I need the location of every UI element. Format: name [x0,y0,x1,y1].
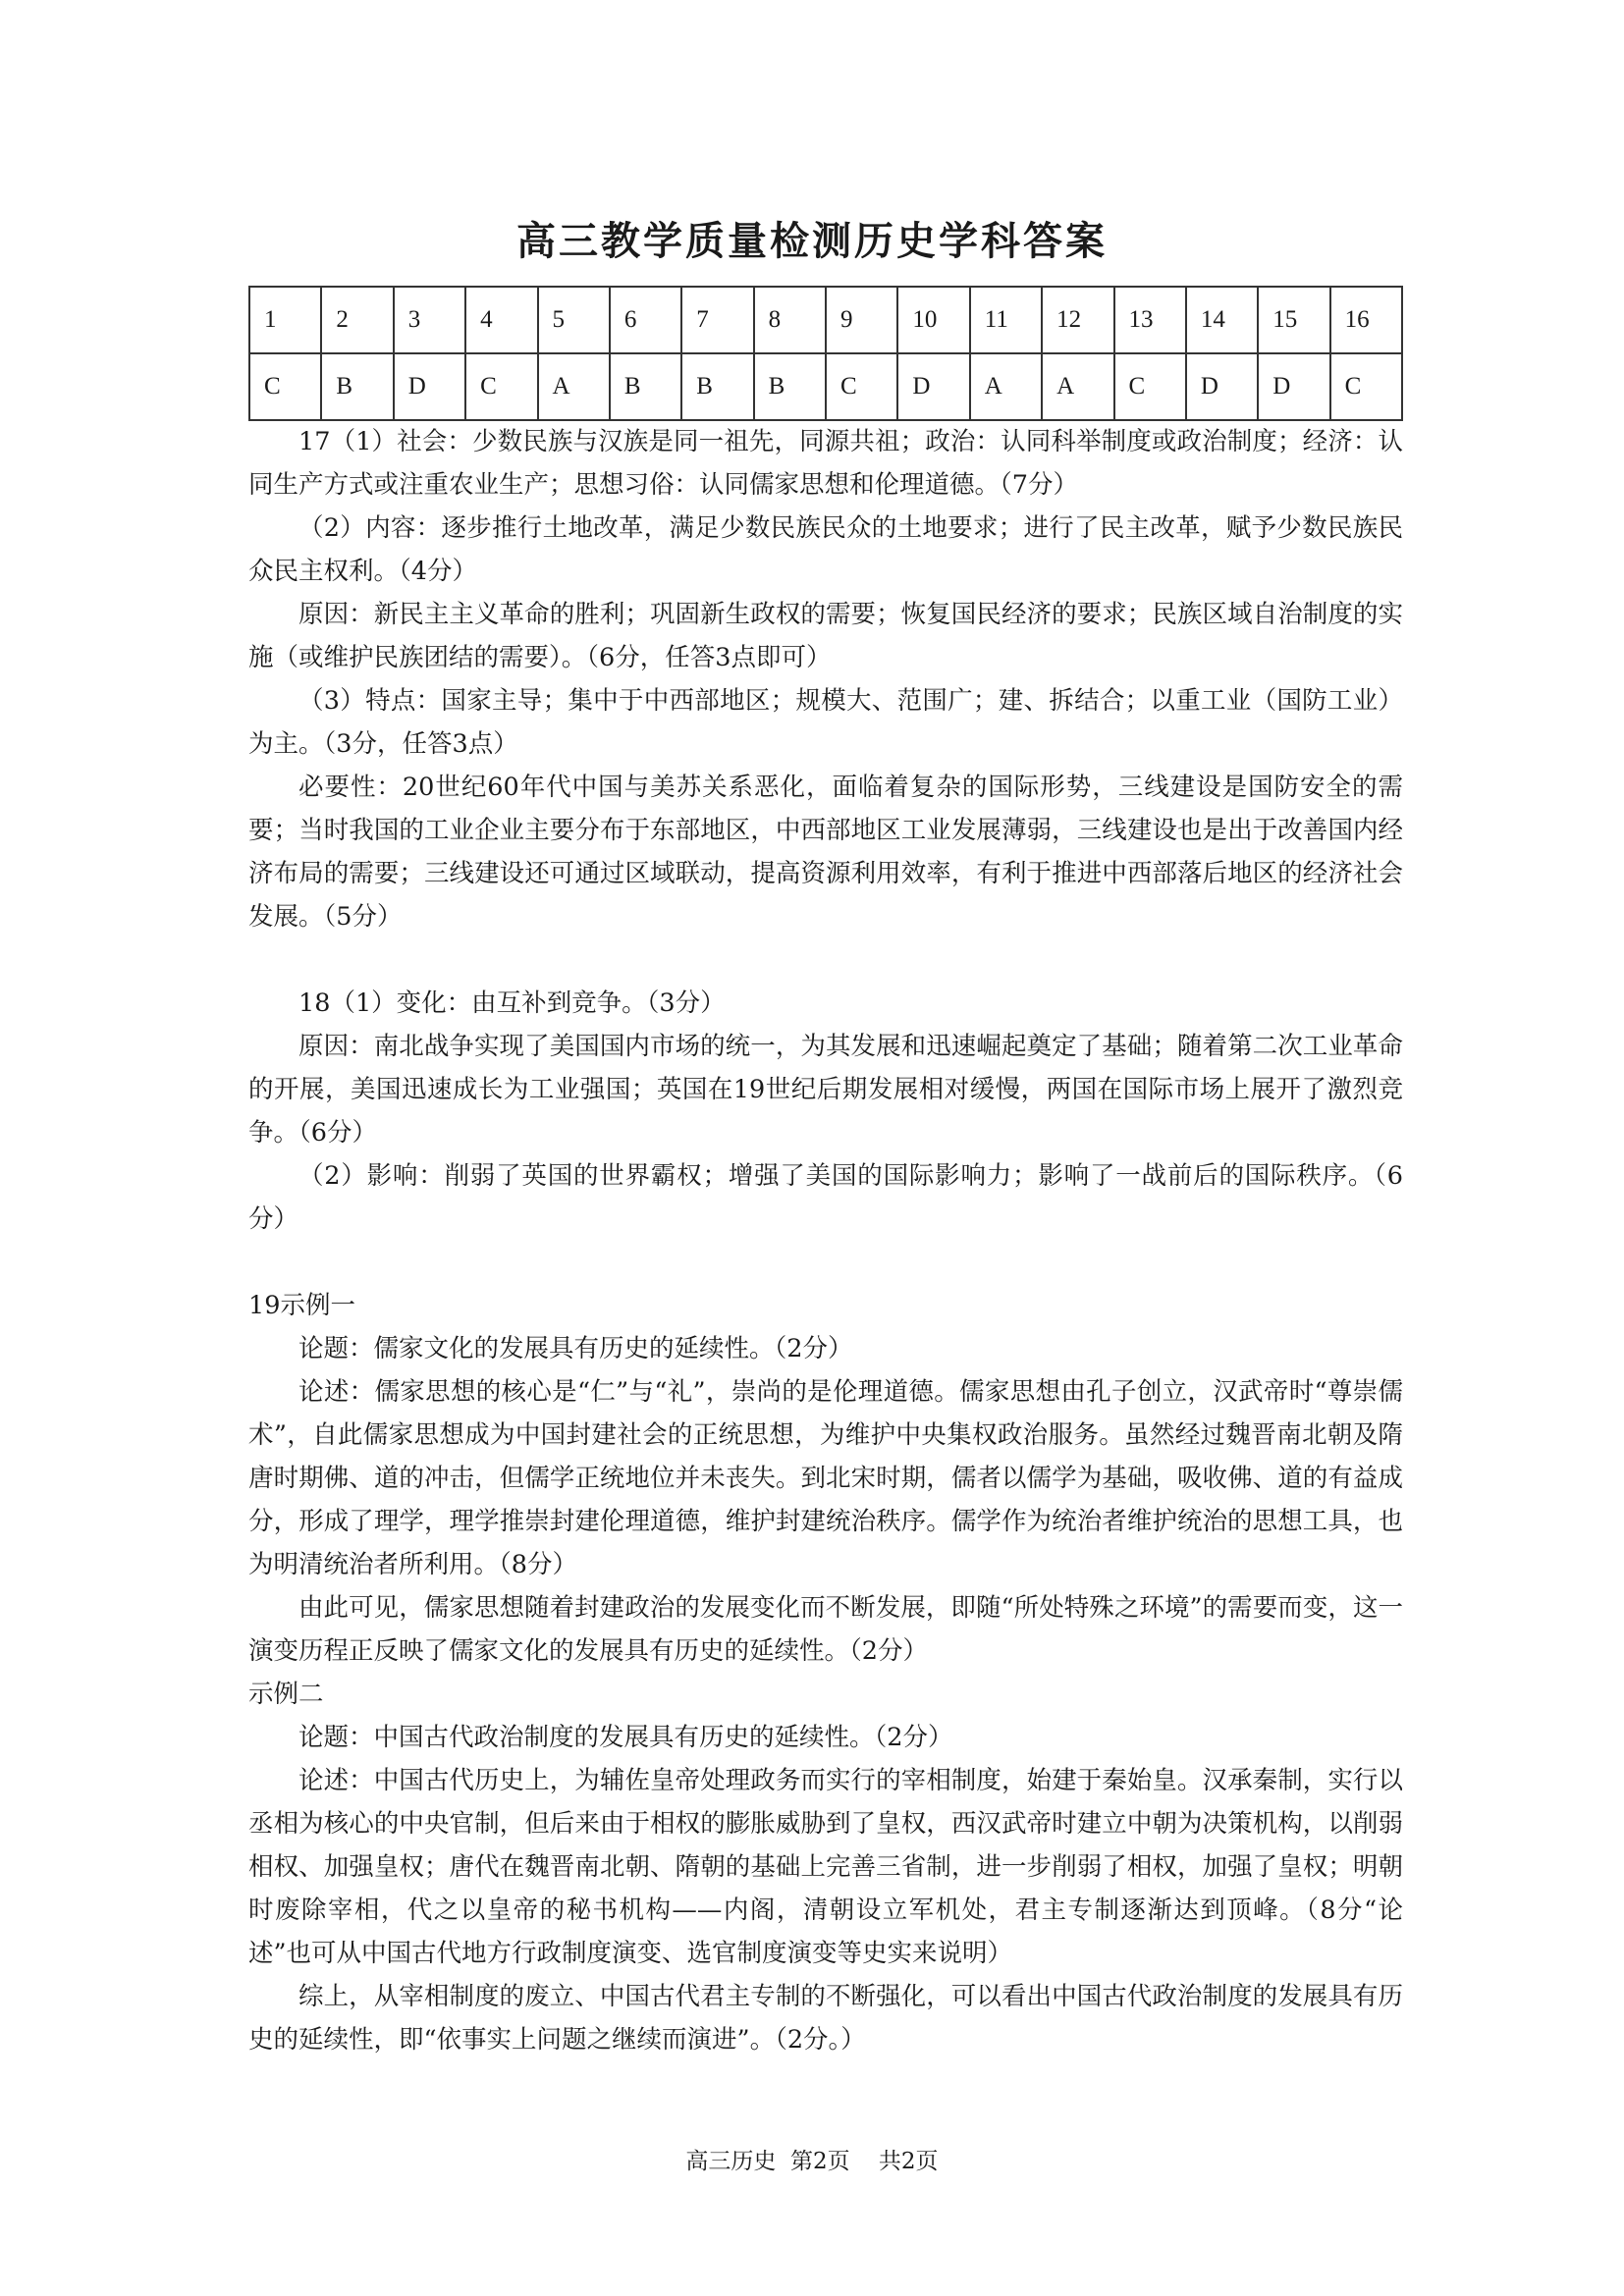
answer-cell: C [1330,353,1402,420]
page-title: 高三教学质量检测历史学科答案 [516,218,1108,264]
answer-cell: C [826,353,897,420]
question-number: 14 [1186,287,1258,353]
question-number: 16 [1330,287,1402,353]
question-number: 13 [1114,287,1186,353]
question-number-row [249,287,1402,353]
page-footer: 高三历史 第2页 共2页 [685,2149,939,2174]
q17-part2-reason-paragraph: 原因：新民主主义革命的胜利；巩固新生政权的需要；恢复国民经济的要求；民族区域自治制度的实施（或维护民族团结的需要）。（6分，任答3点即可） [248,600,1403,672]
q17-part3-necessity-paragraph: 必要性：20世纪60年代中国与美苏关系恶化，面临着复杂的国际形势，三线建设是国防安全的需要；当时我国的工业企业主要分布于东部地区，中西部地区工业发展薄弱，三线建设也是出于改善国内经济布局的需要；三线建设还可通过区域联动，提高资源利用效率，有利于推进中西部落后地区的经济社会发展。（5分） [248,773,1403,932]
question-number: 1 [249,287,321,353]
answer-cell: B [610,353,681,420]
answer-cell: B [321,353,393,420]
answer-cell: A [538,353,610,420]
answer-table [248,286,1403,421]
question-18-answer [248,982,1403,1241]
question-number: 5 [538,287,610,353]
answer-cell: C [1114,353,1186,420]
q18-part2-paragraph: （2）影响：削弱了英国的世界霸权；增强了美国的国际影响力；影响了一战前后的国际秩序。（6分） [248,1161,1403,1234]
q17-part3-features-paragraph: （3）特点：国家主导；集中于中西部地区；规模大、范围广；建、拆结合；以重工业（国防工业）为主。（3分，任答3点） [248,686,1403,759]
question-number: 11 [970,287,1042,353]
q17-part2-content-paragraph: （2）内容：逐步推行土地改革，满足少数民族民众的土地要求；进行了民主改革，赋予少数民族民众民主权利。（4分） [248,513,1403,586]
answer-cell: D [1258,353,1329,420]
answer-cell: D [394,353,465,420]
q19-example1-heading: 19示例一 [248,1291,355,1320]
answer-cell: B [681,353,753,420]
q19-example2-conclusion: 综上，从宰相制度的废立、中国古代君主专制的不断强化，可以看出中国古代政治制度的发展具有历史的延续性，即“依事实上问题之继续而演进”。（2分。） [248,1982,1403,2055]
question-number: 9 [826,287,897,353]
q19-example1-argument: 论述：儒家思想的核心是“仁”与“礼”，崇尚的是伦理道德。儒家思想由孔子创立，汉武帝时“尊崇儒术”，自此儒家思想成为中国封建社会的正统思想，为维护中央集权政治服务。虽然经过魏晋南北朝及隋唐时期佛、道的冲击，但儒学正统地位并未丧失。到北宋时期，儒者以儒学为基础，吸收佛、道的有益成分，形成了理学，理学推崇封建伦理道德，维护封建统治秩序。儒学作为统治者维护统治的思想工具，也为明清统治者所利用。（8分） [248,1377,1403,1579]
answer-cell: C [249,353,321,420]
answer-cell: A [970,353,1042,420]
question-number: 3 [394,287,465,353]
question-number: 10 [897,287,969,353]
answer-cell: D [897,353,969,420]
q17-part1-paragraph: 17（1）社会：少数民族与汉族是同一祖先，同源共祖；政治：认同科举制度或政治制度；经济：认同生产方式或注重农业生产；思想习俗：认同儒家思想和伦理道德。（7分） [248,427,1403,500]
answer-cell: D [1186,353,1258,420]
question-19-answer [248,1284,1403,2061]
question-number: 7 [681,287,753,353]
q18-part1-reason-paragraph: 原因：南北战争实现了美国国内市场的统一，为其发展和迅速崛起奠定了基础；随着第二次工业革命的开展，美国迅速成长为工业强国；英国在19世纪后期发展相对缓慢，两国在国际市场上展开了激烈竞争。（6分） [248,1032,1403,1148]
q19-example2-heading: 示例二 [248,1680,324,1709]
q19-example2-argument: 论述：中国古代历史上，为辅佐皇帝处理政务而实行的宰相制度，始建于秦始皇。汉承秦制，实行以丞相为核心的中央官制，但后来由于相权的膨胀威胁到了皇权，西汉武帝时建立中朝为决策机构，以削弱相权、加强皇权；唐代在魏晋南北朝、隋朝的基础上完善三省制，进一步削弱了相权，加强了皇权；明朝时废除宰相，代之以皇帝的秘书机构——内阁，清朝设立军机处，君主专制逐渐达到顶峰。（8分“论述”也可从中国古代地方行政制度演变、选官制度演变等史实来说明） [248,1766,1403,1968]
question-number: 15 [1258,287,1329,353]
answer-cell: B [754,353,826,420]
question-number: 8 [754,287,826,353]
q19-example1-conclusion: 由此可见，儒家思想随着封建政治的发展变化而不断发展，即随“所处特殊之环境”的需要而变，这一演变历程正反映了儒家文化的发展具有历史的延续性。（2分） [248,1593,1403,1666]
question-17-answer [248,420,1403,938]
answer-row [249,353,1402,420]
question-number: 12 [1042,287,1113,353]
answer-cell: A [1042,353,1113,420]
answer-body [248,420,1403,2061]
answer-cell: C [465,353,537,420]
q19-example1-thesis: 论题：儒家文化的发展具有历史的延续性。（2分） [298,1334,853,1363]
q19-example2-thesis: 论题：中国古代政治制度的发展具有历史的延续性。（2分） [298,1723,953,1752]
question-number: 4 [465,287,537,353]
q18-part1-paragraph: 18（1）变化：由互补到竞争。（3分） [298,988,726,1018]
question-number: 6 [610,287,681,353]
question-number: 2 [321,287,393,353]
